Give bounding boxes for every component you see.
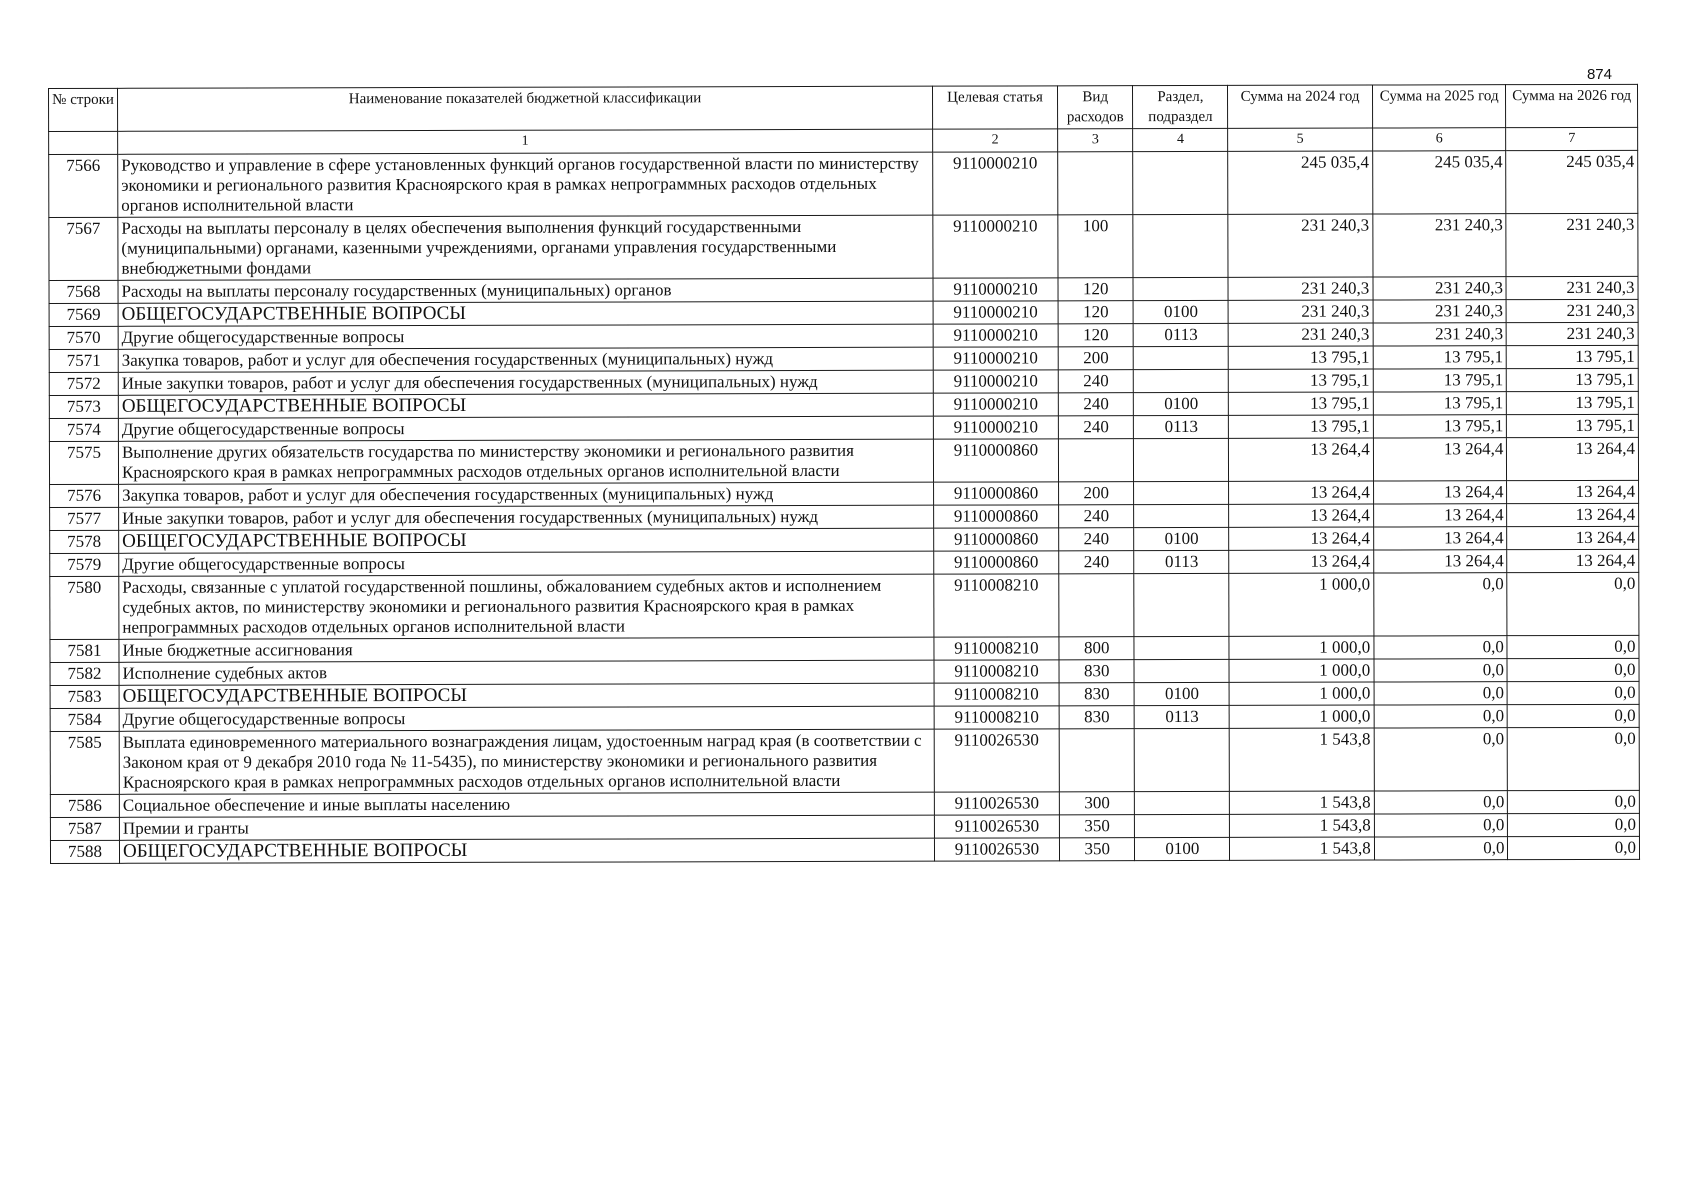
- target-article-cell: 9110000210: [933, 301, 1058, 324]
- target-article-cell: 9110008210: [934, 706, 1059, 729]
- target-article-cell: 9110000860: [934, 528, 1059, 551]
- target-article-cell: 9110000210: [933, 416, 1058, 439]
- sum-2026-cell: 245 035,4: [1506, 150, 1638, 213]
- indicator-name-cell: Другие общегосударственные вопросы: [118, 324, 933, 349]
- sum-2024-cell: 1 543,8: [1230, 837, 1375, 860]
- sum-2024-cell: 1 000,0: [1229, 636, 1374, 659]
- indicator-name-cell: ОБЩЕГОСУДАРСТВЕННЫЕ ВОПРОСЫ: [118, 393, 933, 418]
- sum-2026-cell: 231 240,3: [1506, 276, 1638, 299]
- sum-2025-cell: 13 264,4: [1373, 504, 1507, 527]
- sum-2025-cell: 0,0: [1374, 705, 1508, 728]
- section-cell: [1134, 438, 1229, 481]
- indicator-name-cell: Премии и гранты: [119, 815, 934, 840]
- row-number-cell: 7582: [50, 662, 119, 685]
- target-article-cell: 9110026530: [934, 838, 1059, 861]
- sum-2026-cell: 0,0: [1507, 681, 1639, 704]
- section-cell: [1135, 728, 1230, 791]
- indicator-name-cell: Социальное обеспечение и иные выплаты населению: [119, 792, 934, 817]
- sum-2024-cell: 13 264,4: [1229, 504, 1374, 527]
- expense-type-cell: [1059, 729, 1135, 792]
- sum-2025-cell: 0,0: [1374, 791, 1508, 814]
- sum-2026-cell: 13 264,4: [1507, 503, 1639, 526]
- indicator-name-cell: Выплата единовременного материального вознаграждения лицам, удостоенным наград края (в соответствии с Законом края от 9 декабря 2010 года № 11-5435), по министерству экономики и регионального развития Красноярского края в рамках непрограммных расходов отдельных органов исполнительной власти: [119, 729, 934, 794]
- section-cell: [1134, 481, 1229, 504]
- sum-2025-cell: 13 264,4: [1373, 550, 1507, 573]
- sum-2026-cell: 13 795,1: [1507, 391, 1639, 414]
- sum-2025-cell: 0,0: [1374, 837, 1508, 860]
- sum-2026-cell: 0,0: [1508, 790, 1640, 813]
- sum-2026-cell: 231 240,3: [1507, 322, 1639, 345]
- sum-2024-cell: 13 795,1: [1229, 392, 1374, 415]
- sum-2025-cell: 0,0: [1374, 728, 1508, 791]
- column-number: 4: [1133, 128, 1228, 151]
- sum-2026-cell: 13 264,4: [1507, 480, 1639, 503]
- header-row-number: № строки: [49, 88, 118, 131]
- table-row: [49, 437, 1638, 484]
- target-article-cell: 9110008210: [934, 683, 1059, 706]
- sum-2026-cell: 13 264,4: [1507, 526, 1639, 549]
- row-number-cell: 7569: [49, 303, 118, 326]
- sum-2024-cell: 13 264,4: [1229, 438, 1374, 481]
- sum-2025-cell: 13 795,1: [1373, 369, 1507, 392]
- sum-2025-cell: 231 240,3: [1373, 323, 1507, 346]
- sum-2024-cell: 13 795,1: [1229, 369, 1374, 392]
- sum-2025-cell: 0,0: [1374, 682, 1508, 705]
- indicator-name-cell: Иные закупки товаров, работ и услуг для обеспечения государственных (муниципальных) нужд: [119, 505, 934, 530]
- section-cell: 0100: [1134, 300, 1229, 323]
- header-sum-2026: Сумма на 2026 год: [1506, 84, 1638, 127]
- sum-2025-cell: 0,0: [1374, 814, 1508, 837]
- sum-2026-cell: 0,0: [1508, 727, 1640, 790]
- target-article-cell: 9110000860: [933, 482, 1058, 505]
- section-cell: [1133, 214, 1228, 277]
- indicator-name-cell: Расходы на выплаты персоналу в целях обеспечения выполнения функций государственными (муниципальными) органами, казенными учреждениями, органами управления государственными внебюджетными фондами: [118, 215, 933, 280]
- header-expense-type: Вид расходов: [1057, 86, 1133, 129]
- header-target-article: Целевая статья: [932, 86, 1057, 129]
- sum-2025-cell: 231 240,3: [1373, 300, 1507, 323]
- indicator-name-cell: ОБЩЕГОСУДАРСТВЕННЫЕ ВОПРОСЫ: [119, 683, 934, 708]
- expense-type-cell: 240: [1058, 393, 1134, 416]
- sum-2026-cell: 231 240,3: [1506, 299, 1638, 322]
- sum-2024-cell: 231 240,3: [1228, 214, 1373, 277]
- expense-type-cell: 120: [1058, 278, 1134, 301]
- indicator-name-cell: Иные закупки товаров, работ и услуг для обеспечения государственных (муниципальных) нужд: [118, 370, 933, 395]
- target-article-cell: 9110000210: [933, 324, 1058, 347]
- column-number: 6: [1372, 128, 1506, 151]
- target-article-cell: 9110000860: [933, 439, 1058, 482]
- header-indicator-name: Наименование показателей бюджетной классификации: [117, 86, 932, 131]
- expense-type-cell: 200: [1058, 347, 1134, 370]
- expense-type-cell: 240: [1059, 505, 1135, 528]
- sum-2024-cell: 1 000,0: [1229, 573, 1374, 636]
- section-cell: [1133, 151, 1228, 214]
- sum-2024-cell: 13 795,1: [1228, 346, 1373, 369]
- column-number: 7: [1506, 127, 1638, 150]
- indicator-name-cell: Исполнение судебных актов: [119, 660, 934, 685]
- sum-2024-cell: 245 035,4: [1228, 151, 1373, 214]
- target-article-cell: 9110000860: [934, 505, 1059, 528]
- section-cell: [1135, 814, 1230, 837]
- table-row: [50, 727, 1639, 794]
- sum-2025-cell: 13 795,1: [1373, 415, 1507, 438]
- sum-2024-cell: 231 240,3: [1228, 277, 1373, 300]
- sum-2025-cell: 0,0: [1374, 636, 1508, 659]
- sum-2024-cell: 231 240,3: [1228, 323, 1373, 346]
- expense-type-cell: 120: [1058, 324, 1134, 347]
- section-cell: [1134, 504, 1229, 527]
- section-cell: 0113: [1134, 415, 1229, 438]
- target-article-cell: 9110026530: [934, 729, 1059, 792]
- expense-type-cell: 350: [1059, 815, 1135, 838]
- sum-2024-cell: 13 264,4: [1229, 527, 1374, 550]
- row-number-cell: 7571: [49, 349, 118, 372]
- sum-2026-cell: 231 240,3: [1506, 213, 1638, 276]
- sum-2024-cell: 1 000,0: [1229, 659, 1374, 682]
- sum-2026-cell: 0,0: [1508, 704, 1640, 727]
- expense-type-cell: 830: [1059, 660, 1135, 683]
- row-number-cell: 7568: [49, 280, 118, 303]
- sum-2024-cell: 1 543,8: [1230, 814, 1375, 837]
- section-cell: 0100: [1134, 527, 1229, 550]
- expense-type-cell: 300: [1059, 792, 1135, 815]
- sum-2025-cell: 13 264,4: [1373, 527, 1507, 550]
- sum-2025-cell: 0,0: [1374, 659, 1508, 682]
- budget-table: [48, 84, 1640, 864]
- expense-type-cell: [1058, 439, 1134, 482]
- expense-type-cell: 800: [1059, 637, 1135, 660]
- section-cell: [1134, 369, 1229, 392]
- target-article-cell: 9110000210: [933, 347, 1058, 370]
- indicator-name-cell: Закупка товаров, работ и услуг для обеспечения государственных (муниципальных) нужд: [119, 482, 934, 507]
- target-article-cell: 9110008210: [934, 660, 1059, 683]
- expense-type-cell: 120: [1058, 301, 1134, 324]
- sum-2024-cell: 13 264,4: [1229, 481, 1374, 504]
- table-header-row: [49, 84, 1638, 131]
- indicator-name-cell: Расходы на выплаты персоналу государственных (муниципальных) органов: [118, 278, 933, 303]
- sum-2024-cell: 1 000,0: [1229, 705, 1374, 728]
- target-article-cell: 9110000210: [933, 152, 1058, 215]
- row-number-cell: 7566: [49, 154, 118, 217]
- section-cell: [1134, 573, 1229, 636]
- indicator-name-cell: Иные бюджетные ассигнования: [119, 637, 934, 662]
- target-article-cell: 9110000210: [933, 215, 1058, 278]
- indicator-name-cell: Руководство и управление в сфере установленных функций органов государственной власти по министерству экономики и регионального развития Красноярского края в рамках непрограммных расходов отдельных органов исполнительной власти: [118, 152, 933, 217]
- target-article-cell: 9110000210: [933, 278, 1058, 301]
- row-number-cell: 7574: [49, 418, 118, 441]
- row-number-cell: 7586: [50, 794, 119, 817]
- page-number: 874: [1586, 66, 1612, 83]
- sum-2025-cell: 13 795,1: [1373, 346, 1507, 369]
- expense-type-cell: 100: [1058, 215, 1134, 278]
- expense-type-cell: 830: [1059, 706, 1135, 729]
- expense-type-cell: 240: [1058, 416, 1134, 439]
- row-number-cell: 7570: [49, 326, 118, 349]
- section-cell: 0113: [1135, 705, 1230, 728]
- row-number-cell: 7572: [49, 372, 118, 395]
- row-number-cell: 7577: [50, 507, 119, 530]
- section-cell: 0100: [1135, 837, 1230, 860]
- sum-2025-cell: 245 035,4: [1372, 151, 1506, 214]
- sum-2026-cell: 0,0: [1507, 572, 1639, 635]
- row-number-cell: 7585: [50, 731, 119, 794]
- expense-type-cell: [1059, 574, 1135, 637]
- target-article-cell: 9110026530: [934, 815, 1059, 838]
- expense-type-cell: 200: [1059, 482, 1135, 505]
- row-number-cell: 7567: [49, 217, 118, 280]
- sum-2026-cell: 13 795,1: [1507, 368, 1639, 391]
- sum-2024-cell: 13 264,4: [1229, 550, 1374, 573]
- indicator-name-cell: Расходы, связанные с уплатой государственной пошлины, обжалованием судебных актов и исполнением судебных актов, по министерству экономики и регионального развития Красноярского края в рамках непрограммных расходов отдельных органов исполнительной власти: [119, 574, 934, 639]
- column-number: 5: [1228, 128, 1373, 151]
- sum-2025-cell: 13 795,1: [1373, 392, 1507, 415]
- sum-2025-cell: 13 264,4: [1373, 438, 1507, 481]
- sum-2026-cell: 0,0: [1507, 658, 1639, 681]
- sum-2024-cell: 231 240,3: [1228, 300, 1373, 323]
- sum-2026-cell: 0,0: [1508, 813, 1640, 836]
- sum-2026-cell: 13 795,1: [1507, 345, 1639, 368]
- target-article-cell: 9110008210: [934, 574, 1059, 637]
- sum-2026-cell: 13 264,4: [1507, 549, 1639, 572]
- target-article-cell: 9110000860: [934, 551, 1059, 574]
- target-article-cell: 9110008210: [934, 637, 1059, 660]
- target-article-cell: 9110000210: [933, 370, 1058, 393]
- section-cell: 0113: [1134, 323, 1229, 346]
- expense-type-cell: 240: [1059, 528, 1135, 551]
- row-number-cell: 7584: [50, 708, 119, 731]
- section-cell: [1134, 346, 1229, 369]
- section-cell: [1135, 791, 1230, 814]
- column-number: 3: [1058, 129, 1134, 152]
- target-article-cell: 9110000210: [933, 393, 1058, 416]
- sum-2026-cell: 0,0: [1508, 836, 1640, 859]
- expense-type-cell: 240: [1058, 370, 1134, 393]
- sum-2024-cell: 1 000,0: [1229, 682, 1374, 705]
- section-cell: [1134, 636, 1229, 659]
- section-cell: 0113: [1134, 550, 1229, 573]
- row-number-cell: 7588: [50, 840, 119, 863]
- sum-2025-cell: 231 240,3: [1373, 214, 1507, 277]
- table-row: [49, 150, 1638, 217]
- table-body: [49, 150, 1640, 863]
- column-number: 1: [118, 129, 933, 154]
- sum-2025-cell: 231 240,3: [1373, 277, 1507, 300]
- indicator-name-cell: ОБЩЕГОСУДАРСТВЕННЫЕ ВОПРОСЫ: [119, 838, 934, 863]
- sum-2026-cell: 0,0: [1507, 635, 1639, 658]
- table-row: [49, 213, 1638, 280]
- sum-2024-cell: 1 543,8: [1229, 728, 1374, 791]
- expense-type-cell: 830: [1059, 683, 1135, 706]
- table-row: [50, 572, 1639, 639]
- sum-2025-cell: 13 264,4: [1373, 481, 1507, 504]
- sum-2026-cell: 13 264,4: [1507, 437, 1639, 480]
- section-cell: 0100: [1135, 682, 1230, 705]
- section-cell: [1134, 659, 1229, 682]
- row-number-cell: 7573: [49, 395, 118, 418]
- sum-2026-cell: 13 795,1: [1507, 414, 1639, 437]
- header-sum-2024: Сумма на 2024 год: [1228, 85, 1373, 128]
- sum-2025-cell: 0,0: [1374, 573, 1508, 636]
- expense-type-cell: [1058, 152, 1134, 215]
- expense-type-cell: 240: [1059, 551, 1135, 574]
- indicator-name-cell: Другие общегосударственные вопросы: [119, 551, 934, 576]
- section-cell: 0100: [1134, 392, 1229, 415]
- indicator-name-cell: Выполнение других обязательств государства по министерству экономики и регионального развития Красноярского края в рамках непрограммных расходов отдельных органов исполнительной власти: [118, 439, 933, 484]
- row-number-cell: 7583: [50, 685, 119, 708]
- row-number-cell: 7579: [50, 553, 119, 576]
- table-row: [50, 836, 1639, 863]
- section-cell: [1133, 277, 1228, 300]
- row-number-cell: 7575: [49, 441, 118, 484]
- row-number-cell: 7587: [50, 817, 119, 840]
- row-number-cell: 7581: [50, 639, 119, 662]
- column-number: 2: [933, 129, 1058, 152]
- target-article-cell: 9110026530: [934, 792, 1059, 815]
- row-number-cell: 7580: [50, 576, 119, 639]
- sum-2024-cell: 13 795,1: [1229, 415, 1374, 438]
- row-number-cell: 7578: [50, 530, 119, 553]
- indicator-name-cell: Закупка товаров, работ и услуг для обеспечения государственных (муниципальных) нужд: [118, 347, 933, 372]
- header-sum-2025: Сумма на 2025 год: [1372, 85, 1506, 128]
- column-number: [49, 131, 118, 154]
- indicator-name-cell: Другие общегосударственные вопросы: [118, 416, 933, 441]
- indicator-name-cell: Другие общегосударственные вопросы: [119, 706, 934, 731]
- indicator-name-cell: ОБЩЕГОСУДАРСТВЕННЫЕ ВОПРОСЫ: [119, 528, 934, 553]
- row-number-cell: 7576: [50, 484, 119, 507]
- expense-type-cell: 350: [1059, 838, 1135, 861]
- header-section: Раздел, подраздел: [1133, 85, 1228, 128]
- sum-2024-cell: 1 543,8: [1230, 791, 1375, 814]
- indicator-name-cell: ОБЩЕГОСУДАРСТВЕННЫЕ ВОПРОСЫ: [118, 301, 933, 326]
